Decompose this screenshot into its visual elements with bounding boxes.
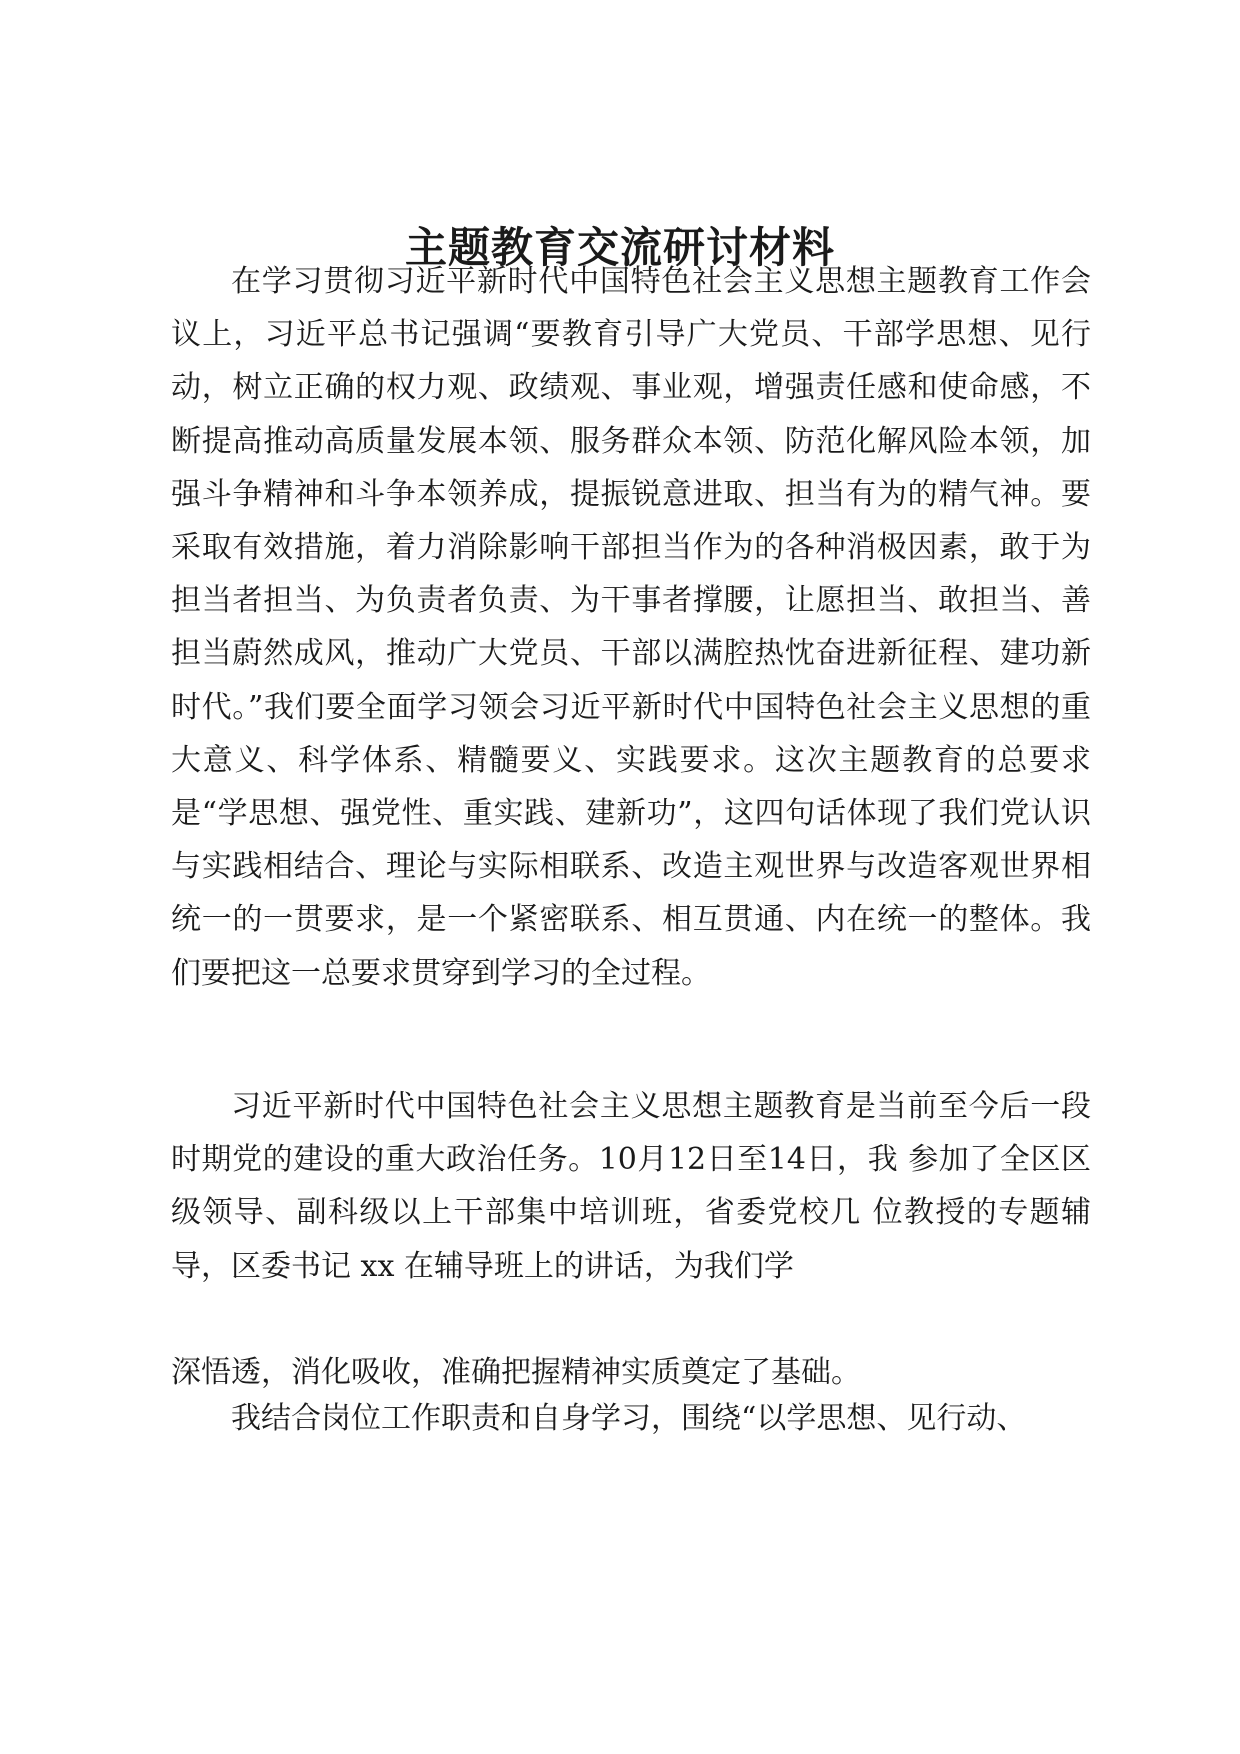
body-paragraph-2: 习近平新时代中国特色社会主义思想主题教育是当前至今后一段时期党的建设的重大政治任务。10月12日至14日，我 参加了全区区级领导、副科级以上干部集中培训班，省委党校几 位教授的专题辅导，区委书记 xx 在辅导班上的讲话，为我们学 <box>171 1089 1091 1284</box>
body-paragraph-1: 在学习贯彻习近平新时代中国特色社会主义思想主题教育工作会议上，习近平总书记强调“要教育引导广大党员、干部学思想、见行动，树立正确的权力观、政绩观、事业观，增强责任感和使命感，不断提高推动高质量发展本领、服务群众本领、防范化解风险本领，加强斗争精神和斗争本领养成，提振锐意进取、担当有为的精气神。要采取有效措施，着力消除影响干部担当作为的各种消极因素，敢于为担当者担当、为负责者负责、为干事者撑腰，让愿担当、敢担当、善担当蔚然成风，推动广大党员、干部以满腔热忱奋进新征程、建功新时代。”我们要全面学习领会习近平新时代中国特色社会主义思想的重大意义、科学体系、精髓要义、实践要求。这次主题教育的总要求是“学思想、强党性、重实践、建新功”，这四句话体现了我们党认识与实践相结合、理论与实际相联系、改造主观世界与改造客观世界相统一的一贯要求，是一个紧密联系、相互贯通、内在统一的整体。我们要把这一总要求贯穿到学习的全过程。 <box>171 264 1091 991</box>
body-paragraph-4: 我结合岗位工作职责和自身学习，围绕“以学思想、见行动、 <box>231 1401 1027 1436</box>
document-title: 主题教育交流研讨材料 <box>404 223 835 272</box>
body-paragraph-3: 深悟透，消化吸收，准确把握精神实质奠定了基础。 <box>171 1355 861 1390</box>
